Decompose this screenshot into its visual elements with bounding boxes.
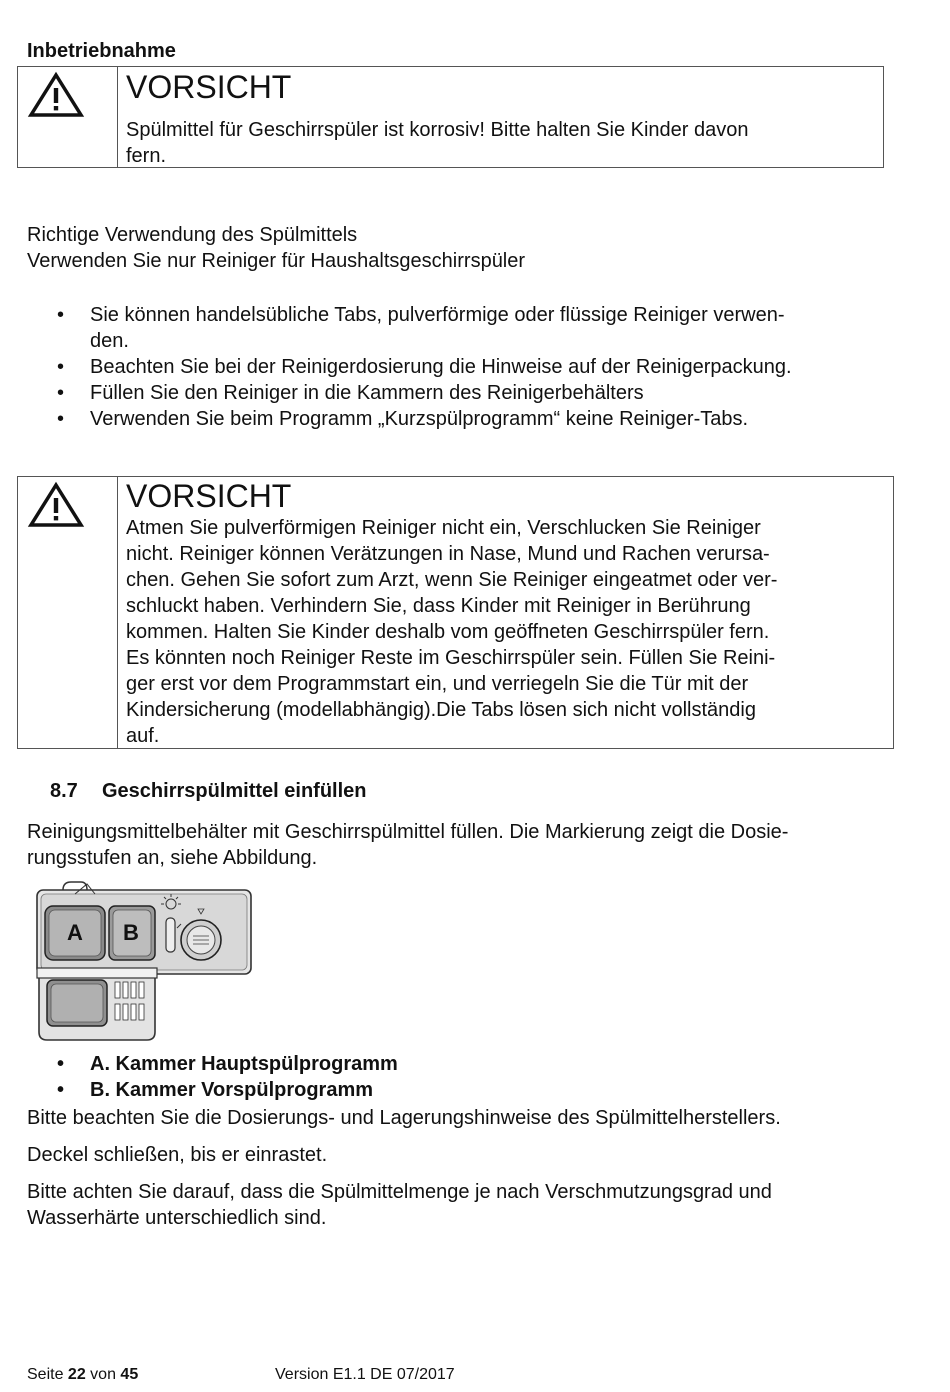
warning-text-line: Kindersicherung (modellabhängig).Die Tabs lösen sich nicht vollständig bbox=[126, 699, 756, 721]
list-item: • Beachten Sie bei der Reinigerdosierung die Hinweise auf der Reinigerpackung. bbox=[27, 354, 907, 380]
closing-line: Wasserhärte unterschiedlich sind. bbox=[27, 1207, 327, 1229]
warning-text-line: nicht. Reiniger können Verätzungen in Nase, Mund und Rachen verursa- bbox=[126, 543, 770, 565]
warning-text-line: Es könnten noch Reiniger Reste im Geschirrspüler sein. Füllen Sie Reini- bbox=[126, 647, 776, 669]
list-item: • B. Kammer Vorspülprogramm bbox=[27, 1077, 907, 1103]
warning-title: VORSICHT bbox=[126, 69, 292, 105]
usage-subheading: Verwenden Sie nur Reiniger für Haushaltsgeschirrspüler bbox=[27, 250, 526, 272]
intro-line: rungsstufen an, siehe Abbildung. bbox=[27, 847, 318, 869]
warning-text-line: auf. bbox=[126, 725, 160, 747]
note-line: Deckel schließen, bis er einrastet. bbox=[27, 1144, 328, 1166]
note-line: Bitte beachten Sie die Dosierungs- und Lagerungshinweise des Spülmittelherstellers. bbox=[27, 1107, 781, 1129]
chamber-list bbox=[27, 1051, 907, 1103]
subsection-heading bbox=[50, 780, 367, 803]
list-item: • Verwenden Sie beim Programm „Kurzspülprogramm“ keine Reiniger-Tabs. bbox=[27, 406, 907, 432]
warning-text-line: kommen. Halten Sie Kinder deshalb vom geöffneten Geschirrspüler fern. bbox=[126, 621, 770, 643]
usage-bullet-list bbox=[27, 302, 907, 432]
warning-text-line: schluckt haben. Verhindern Sie, dass Kinder mit Reiniger in Berührung bbox=[126, 595, 751, 617]
version-label: Version E1.1 DE 07/2017 bbox=[275, 1366, 455, 1383]
page-number: Seite 22 von 45 bbox=[27, 1366, 139, 1383]
warning-text-line: Spülmittel für Geschirrspüler ist korrosiv! Bitte halten Sie Kinder davon bbox=[126, 119, 749, 141]
detergent-dispenser-illustration bbox=[35, 880, 255, 1045]
list-item: • Füllen Sie den Reiniger in die Kammern des Reinigerbehälters bbox=[27, 380, 907, 406]
subsection-title: Geschirrspülmittel einfüllen bbox=[102, 780, 367, 802]
list-item: • A. Kammer Hauptspülprogramm bbox=[27, 1051, 907, 1077]
intro-line: Reinigungsmittelbehälter mit Geschirrspülmittel füllen. Die Markierung zeigt die Dosie- bbox=[27, 821, 789, 843]
warning-icon-cell bbox=[18, 67, 118, 167]
list-item: • Sie können handelsübliche Tabs, pulverförmige oder flüssige Reiniger verwen- den. bbox=[27, 302, 907, 354]
warning-title: VORSICHT bbox=[126, 478, 292, 514]
closing-line: Bitte achten Sie darauf, dass die Spülmittelmenge je nach Verschmutzungsgrad und bbox=[27, 1181, 772, 1203]
warning-box-corrosive bbox=[17, 66, 884, 168]
warning-text-line: ger erst vor dem Programmstart ein, und verriegeln Sie die Tür mit der bbox=[126, 673, 749, 695]
subsection-number: 8.7 bbox=[50, 780, 78, 802]
usage-heading: Richtige Verwendung des Spülmittels bbox=[27, 224, 358, 246]
warning-triangle-icon bbox=[27, 481, 85, 529]
warning-text-line: Atmen Sie pulverförmigen Reiniger nicht ein, Verschlucken Sie Reiniger bbox=[126, 517, 761, 539]
warning-text-line: chen. Gehen Sie sofort zum Arzt, wenn Sie Reiniger eingeatmet oder ver- bbox=[126, 569, 778, 591]
warning-box-inhalation bbox=[17, 476, 894, 749]
section-title: Inbetriebnahme bbox=[27, 40, 176, 62]
warning-text-line: fern. bbox=[126, 145, 167, 167]
warning-triangle-icon bbox=[27, 71, 85, 119]
warning-icon-cell bbox=[18, 477, 118, 748]
chamber-b-label: B bbox=[123, 920, 139, 945]
chamber-a-label: A bbox=[67, 920, 83, 945]
